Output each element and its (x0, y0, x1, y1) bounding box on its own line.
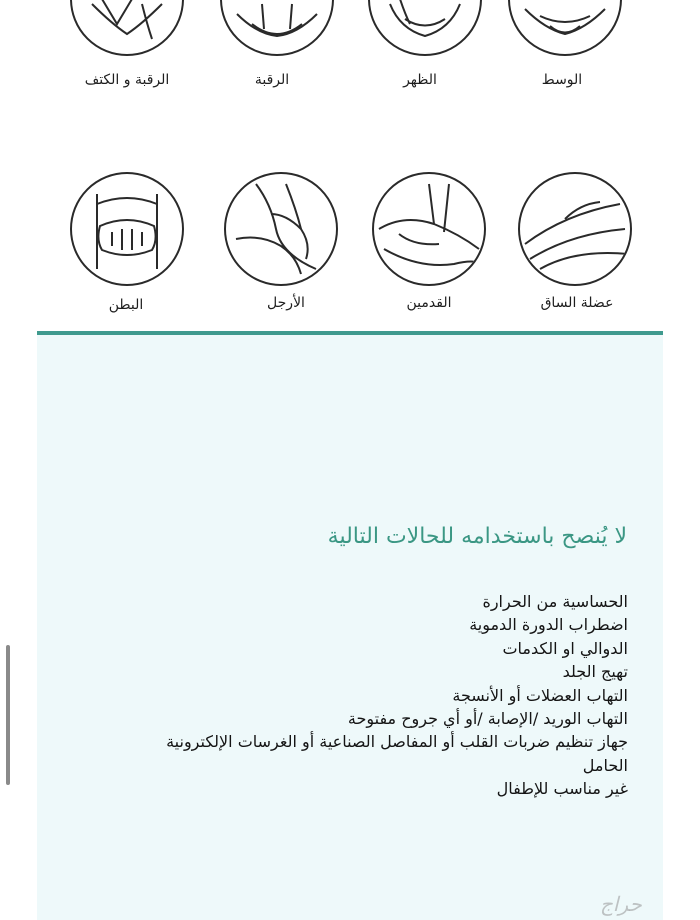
list-item: الحساسية من الحرارة (482, 592, 628, 611)
list-item: التهاب الوريد /الإصابة /أو أي جروح مفتوحة (347, 709, 628, 729)
abdomen-icon (70, 172, 184, 286)
scrollbar[interactable] (6, 645, 10, 785)
list-item: تهيج الجلد (562, 662, 628, 682)
back-label: الظهر (403, 72, 437, 88)
calf-icon (518, 172, 632, 286)
list-item: غير مناسب للإطفال (496, 779, 628, 799)
list-item: الدوالي او الكدمات (502, 638, 628, 658)
neck-icon (220, 0, 334, 56)
legs-icon (224, 172, 338, 286)
feet-label: القدمين (406, 295, 452, 311)
neck-label: الرقبة (254, 72, 290, 88)
contraindications-title: لا يُنصح باستخدامه للحالات التالية (327, 524, 627, 549)
calf-label: عضلة الساق (540, 295, 614, 311)
back-icon (368, 0, 482, 56)
list-item: التهاب العضلات أو الأنسجة (452, 685, 628, 705)
legs-label: الأرجل (267, 295, 305, 311)
abdomen-label: البطن (108, 297, 144, 313)
neck-shoulder-label: الرقبة و الكتف (84, 72, 170, 88)
contraindications-list (68, 590, 628, 801)
waist-label: الوسط (541, 72, 583, 88)
list-item: جهاز تنظيم ضربات القلب أو المفاصل الصناعية أو الغرسات الإلكترونية (166, 732, 628, 752)
list-item: اضطراب الدورة الدموية (469, 615, 628, 635)
feet-icon (372, 172, 486, 286)
watermark: حراج (600, 892, 642, 916)
waist-icon (508, 0, 622, 56)
neck-shoulder-icon (70, 0, 184, 56)
list-item: الحامل (582, 755, 628, 775)
